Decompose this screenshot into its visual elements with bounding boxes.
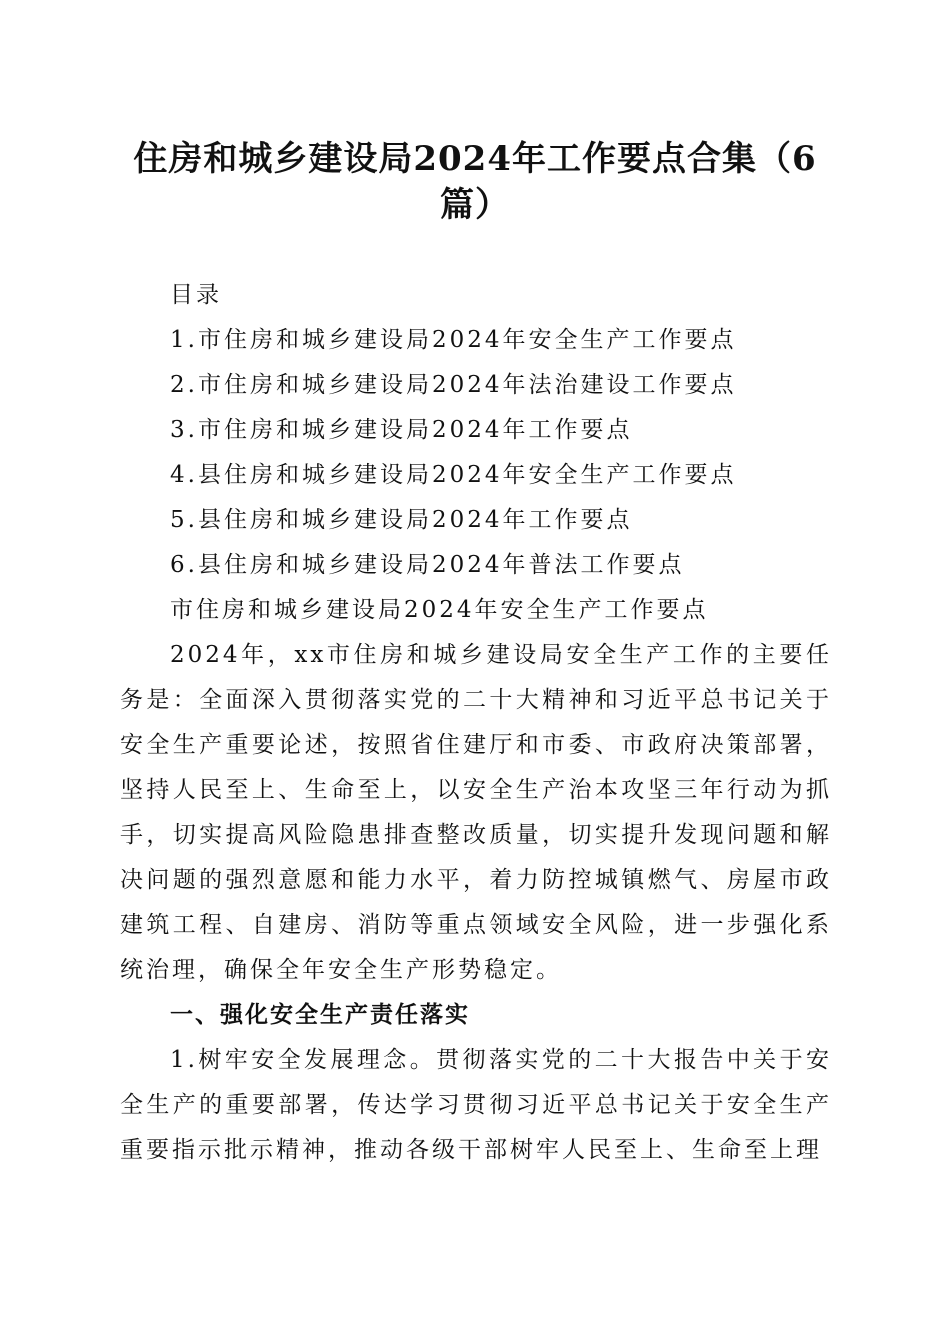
table-of-contents — [120, 318, 832, 588]
section-title: 市住房和城乡建设局2024年安全生产工作要点 — [170, 597, 709, 623]
section-heading: 一、强化安全生产责任落实 — [170, 1002, 470, 1028]
toc-heading: 目录 — [170, 282, 222, 308]
toc-item: 1.市住房和城乡建设局2024年安全生产工作要点 — [170, 327, 737, 353]
document-title-line-2: 篇） — [440, 185, 510, 225]
toc-item: 3.市住房和城乡建设局2024年工作要点 — [170, 417, 633, 443]
body-paragraph: 1.树牢安全发展理念。贯彻落实党的二十大报告中关于安全生产的重要部署，传达学习贯彻习近平总书记关于安全生产重要指示批示精神，推动各级干部树牢人民至上、生命至上理 — [120, 1047, 832, 1163]
toc-item: 2.市住房和城乡建设局2024年法治建设工作要点 — [170, 372, 737, 398]
document-title-line-1: 住房和城乡建设局2024年工作要点合集（6 — [133, 139, 817, 179]
document-body — [120, 273, 832, 1173]
intro-paragraph: 2024年，xx市住房和城乡建设局安全生产工作的主要任务是：全面深入贯彻落实党的二十大精神和习近平总书记关于安全生产重要论述，按照省住建厅和市委、市政府决策部署，坚持人民至上、生命至上，以安全生产治本攻坚三年行动为抓手，切实提高风险隐患排查整改质量，切实提升发现问题和解决问题的强烈意愿和能力水平，着力防控城镇燃气、房屋市政建筑工程、自建房、消防等重点领域安全风险，进一步强化系统治理，确保全年安全生产形势稳定。 — [120, 642, 832, 983]
toc-item: 6.县住房和城乡建设局2024年普法工作要点 — [170, 552, 685, 578]
document-title — [100, 136, 850, 228]
toc-item: 4.县住房和城乡建设局2024年安全生产工作要点 — [170, 462, 737, 488]
toc-item: 5.县住房和城乡建设局2024年工作要点 — [170, 507, 633, 533]
